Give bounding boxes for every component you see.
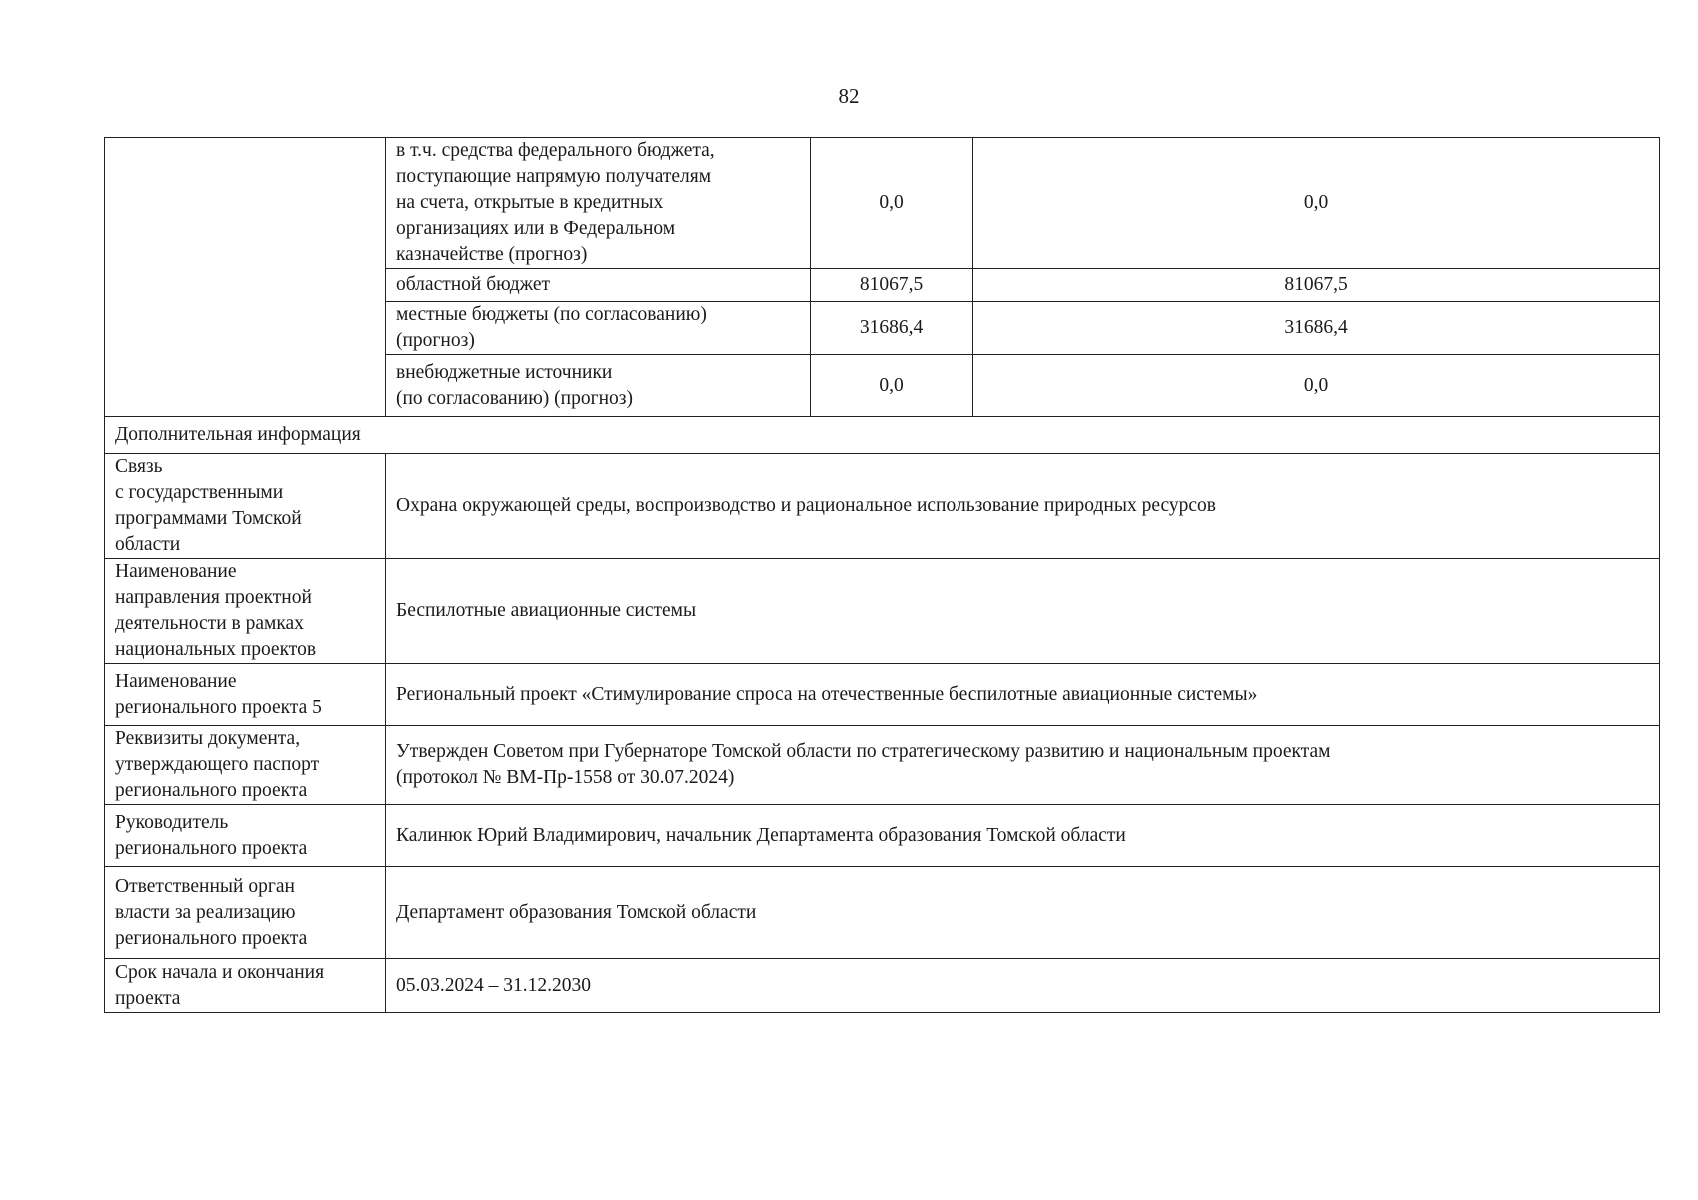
info-label: Ответственный орган власти за реализацию регионального проекта — [105, 867, 386, 959]
info-label: Срок начала и окончания проекта — [105, 959, 386, 1013]
info-value: Беспилотные авиационные системы — [386, 559, 1660, 664]
info-value: Департамент образования Томской области — [386, 867, 1660, 959]
info-label: Руководитель регионального проекта — [105, 805, 386, 867]
info-row — [105, 664, 1660, 726]
info-row — [105, 454, 1660, 559]
info-row — [105, 559, 1660, 664]
financing-value-1: 31686,4 — [811, 302, 973, 355]
info-row — [105, 726, 1660, 805]
project-passport-table — [104, 137, 1660, 1013]
financing-empty-label-cell — [105, 138, 386, 417]
info-row — [105, 959, 1660, 1013]
financing-value-2: 0,0 — [973, 355, 1660, 417]
additional-info-heading: Дополнительная информация — [105, 417, 1660, 454]
info-row — [105, 805, 1660, 867]
page-number: 82 — [838, 84, 860, 108]
info-value: 05.03.2024 – 31.12.2030 — [386, 959, 1660, 1013]
info-label: Связь с государственными программами Томской области — [105, 454, 386, 559]
financing-source: областной бюджет — [386, 269, 811, 302]
info-row — [105, 867, 1660, 959]
financing-value-2: 81067,5 — [973, 269, 1660, 302]
financing-value-2: 0,0 — [973, 138, 1660, 269]
info-value: Охрана окружающей среды, воспроизводство и рациональное использование природных ресурсов — [386, 454, 1660, 559]
financing-value-1: 0,0 — [811, 355, 973, 417]
financing-value-1: 81067,5 — [811, 269, 973, 302]
info-value: Региональный проект «Стимулирование спроса на отечественные беспилотные авиационные системы» — [386, 664, 1660, 726]
financing-source: в т.ч. средства федерального бюджета, поступающие напрямую получателям на счета, открытые в кредитных организациях или в Федеральном казначействе (прогноз) — [386, 138, 811, 269]
financing-row — [105, 138, 1660, 269]
financing-value-2: 31686,4 — [973, 302, 1660, 355]
additional-info-row — [105, 417, 1660, 454]
info-label: Наименование направления проектной деятельности в рамках национальных проектов — [105, 559, 386, 664]
financing-source: внебюджетные источники (по согласованию) (прогноз) — [386, 355, 811, 417]
financing-value-1: 0,0 — [811, 138, 973, 269]
financing-source: местные бюджеты (по согласованию) (прогноз) — [386, 302, 811, 355]
info-value: Утвержден Советом при Губернаторе Томской области по стратегическому развитию и национальным проектам (протокол № ВМ-Пр-1558 от 30.07.2024) — [386, 726, 1660, 805]
info-label: Реквизиты документа, утверждающего паспорт регионального проекта — [105, 726, 386, 805]
info-value: Калинюк Юрий Владимирович, начальник Департамента образования Томской области — [386, 805, 1660, 867]
info-label: Наименование регионального проекта 5 — [105, 664, 386, 726]
